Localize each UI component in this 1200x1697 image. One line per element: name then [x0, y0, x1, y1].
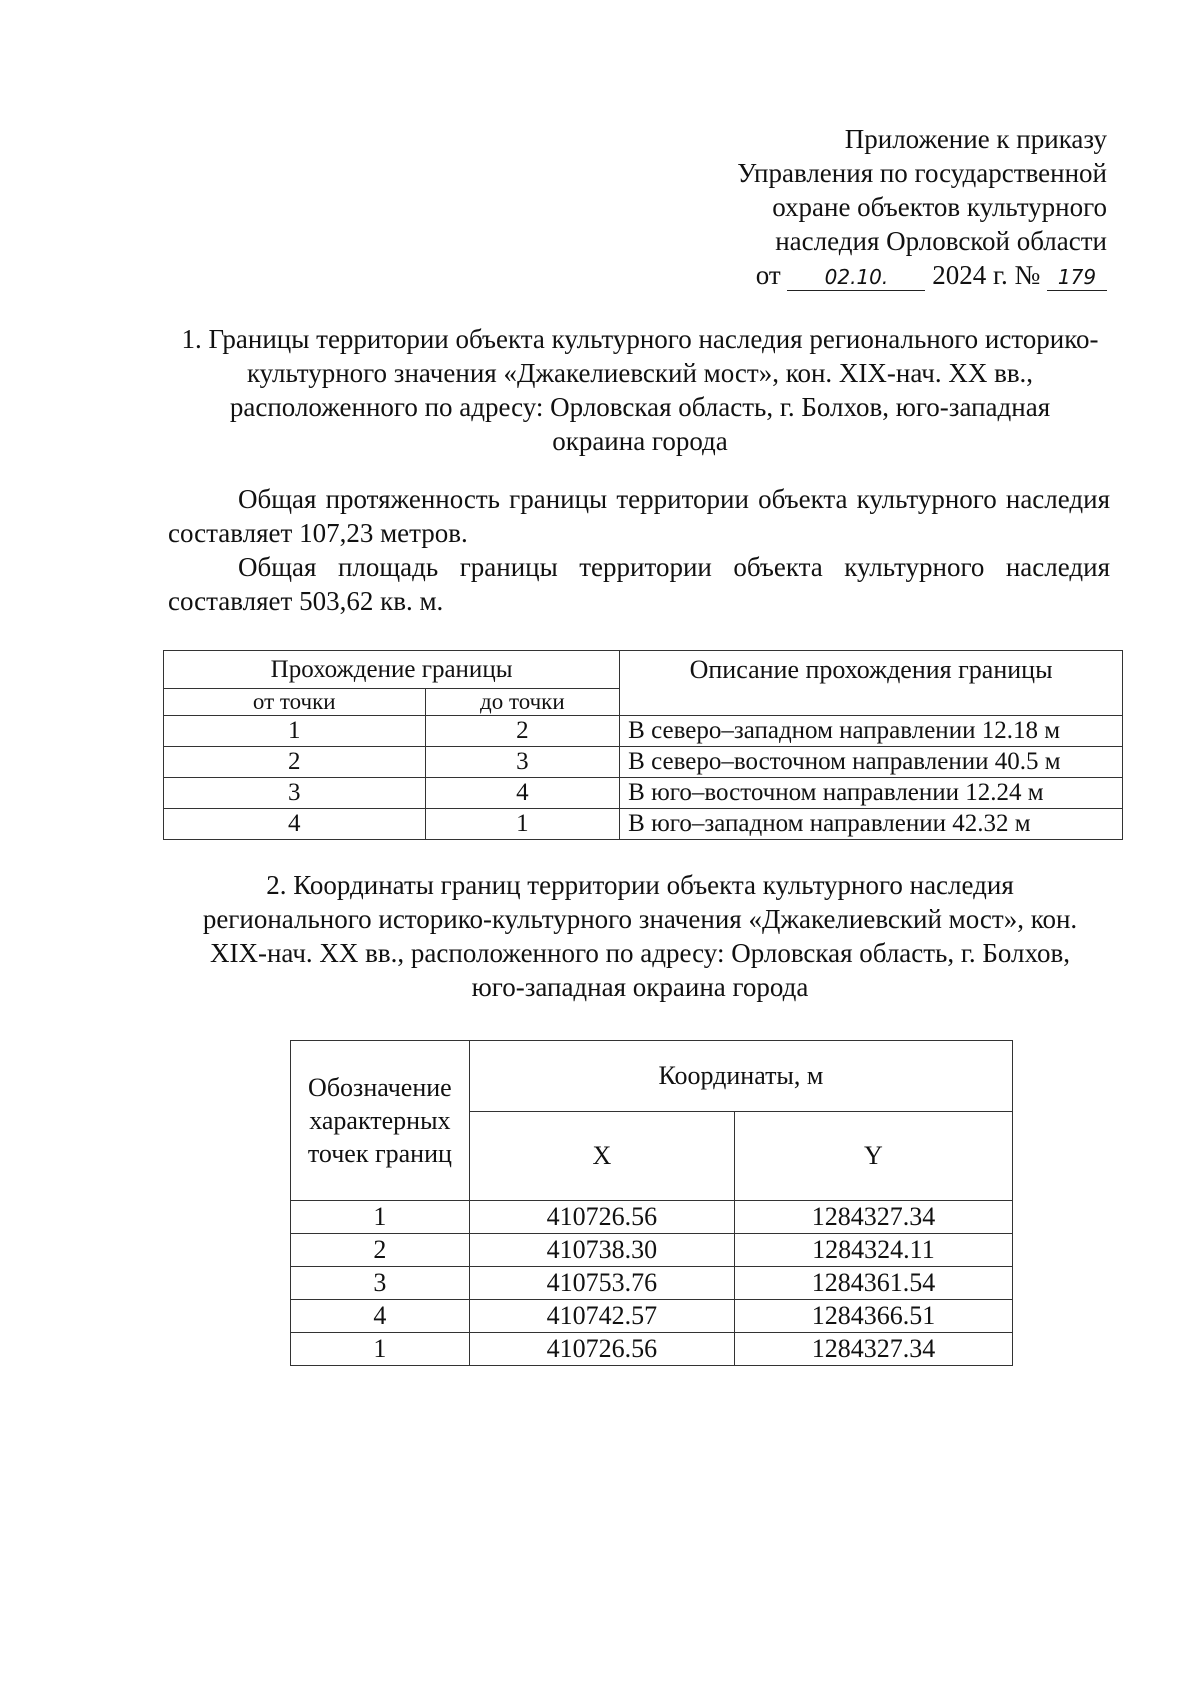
- table-row: [164, 716, 1123, 747]
- table-row: [291, 1333, 1013, 1366]
- point-number: 3: [291, 1267, 470, 1300]
- x-coordinate: 410742.57: [469, 1300, 734, 1333]
- coordinates-table: [290, 1040, 1013, 1366]
- year-text: 2024 г. №: [932, 260, 1041, 290]
- table-row: [164, 747, 1123, 778]
- header-y: Y: [734, 1112, 1012, 1201]
- title-line: расположенного по адресу: Орловская область, г. Болхов, юго-западная: [229, 392, 1051, 422]
- header-coordinates: Координаты, м: [469, 1041, 1012, 1112]
- title-line: регионального историко-культурного значения «Джакелиевский мост», кон.: [202, 904, 1078, 934]
- to-point: 3: [425, 747, 620, 778]
- boundary-description: В юго–восточном направлении 12.24 м: [620, 778, 1123, 809]
- boundary-description: В северо–западном направлении 12.18 м: [620, 716, 1123, 747]
- title-line: 2. Координаты границ территории объекта культурного наследия: [266, 870, 1014, 900]
- point-number: 1: [291, 1333, 470, 1366]
- table-row: [291, 1234, 1013, 1267]
- y-coordinate: 1284324.11: [734, 1234, 1012, 1267]
- y-coordinate: 1284361.54: [734, 1267, 1012, 1300]
- table-row: [164, 778, 1123, 809]
- title-line: 1. Границы территории объекта культурного наследия регионального историко-: [181, 324, 1099, 354]
- x-coordinate: 410726.56: [469, 1201, 734, 1234]
- y-coordinate: 1284327.34: [734, 1333, 1012, 1366]
- order-date-line: [547, 258, 1107, 292]
- header-x: X: [469, 1112, 734, 1201]
- title-line: юго-западная окраина города: [471, 972, 809, 1002]
- header-line: охране объектов культурного: [772, 192, 1107, 222]
- to-point: 1: [425, 809, 620, 840]
- boundary-table: [163, 650, 1123, 840]
- header-boundary-description: Описание прохождения границы: [620, 651, 1123, 716]
- header-point-designation: Обозначение характерных точек границ: [291, 1041, 470, 1201]
- date-prefix: от: [755, 260, 781, 290]
- table-row: [164, 809, 1123, 840]
- table-row: [291, 1267, 1013, 1300]
- appendix-header: [547, 122, 1107, 292]
- handwritten-date: 02.10.: [787, 264, 925, 291]
- header-from-point: от точки: [164, 689, 426, 716]
- header-boundary-passage: Прохождение границы: [164, 651, 620, 689]
- x-coordinate: 410738.30: [469, 1234, 734, 1267]
- point-number: 1: [291, 1201, 470, 1234]
- from-point: 2: [164, 747, 426, 778]
- x-coordinate: 410753.76: [469, 1267, 734, 1300]
- x-coordinate: 410726.56: [469, 1333, 734, 1366]
- length-paragraph: Общая протяженность границы территории объекта культурного наследия составляет 107,23 метров.: [168, 484, 1110, 548]
- table-row: [291, 1201, 1013, 1234]
- section1-title: [150, 322, 1130, 458]
- y-coordinate: 1284327.34: [734, 1201, 1012, 1234]
- header-line: Управления по государственной: [737, 158, 1107, 188]
- from-point: 1: [164, 716, 426, 747]
- point-number: 4: [291, 1300, 470, 1333]
- to-point: 4: [425, 778, 620, 809]
- from-point: 3: [164, 778, 426, 809]
- header-line: Приложение к приказу: [844, 124, 1107, 154]
- handwritten-order-number: 179: [1047, 264, 1107, 291]
- title-line: окраина города: [552, 426, 728, 456]
- header-line: наследия Орловской области: [775, 226, 1107, 256]
- title-line: культурного значения «Джакелиевский мост», кон. XIX-нач. XX вв.,: [246, 358, 1034, 388]
- title-line: XIX-нач. XX вв., расположенного по адресу: Орловская область, г. Болхов,: [210, 938, 1070, 968]
- to-point: 2: [425, 716, 620, 747]
- header-to-point: до точки: [425, 689, 620, 716]
- from-point: 4: [164, 809, 426, 840]
- area-paragraph: Общая площадь границы территории объекта культурного наследия составляет 503,62 кв. м.: [168, 552, 1110, 616]
- boundary-description: В юго–западном направлении 42.32 м: [620, 809, 1123, 840]
- y-coordinate: 1284366.51: [734, 1300, 1012, 1333]
- table-row: [291, 1300, 1013, 1333]
- point-number: 2: [291, 1234, 470, 1267]
- boundary-description: В северо–восточном направлении 40.5 м: [620, 747, 1123, 778]
- section2-title: [150, 868, 1130, 1004]
